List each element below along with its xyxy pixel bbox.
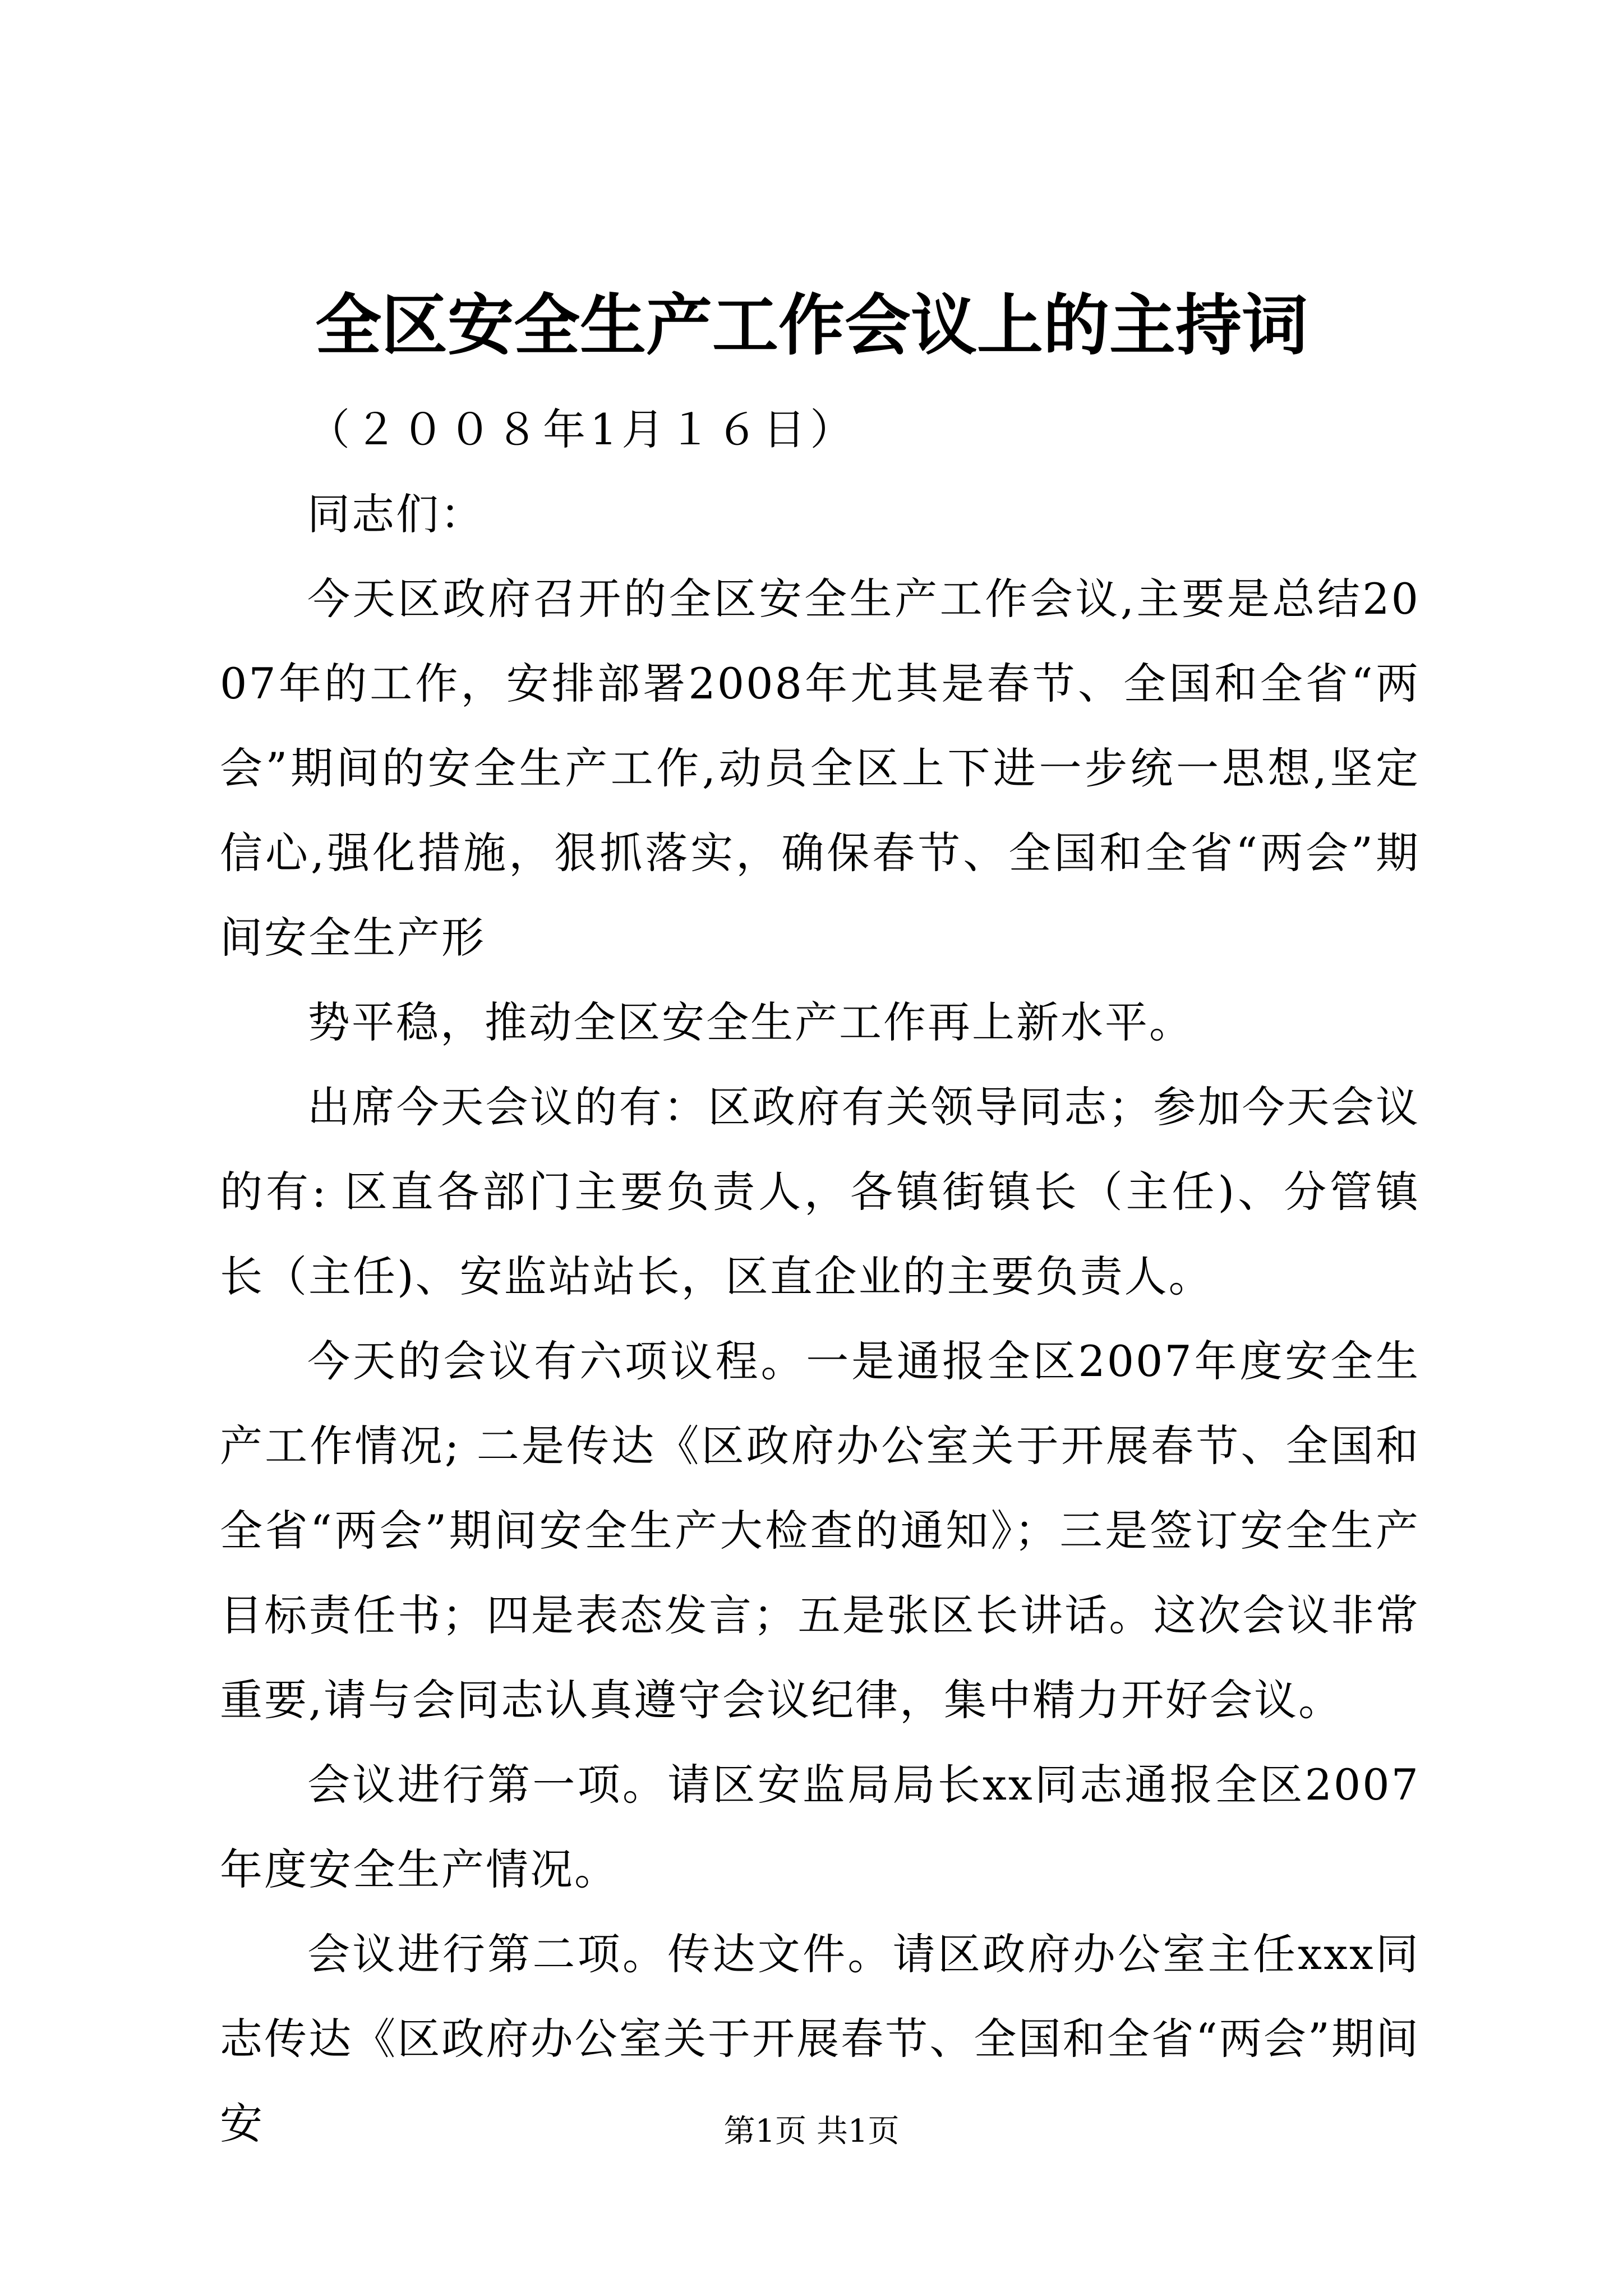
page-footer: 第1页 共1页: [723, 2113, 900, 2150]
paragraph-agenda: 今天的会议有六项议程。一是通报全区2007年度安全生产工作情况; 二是传达《区政府办公室关于开展春节、全国和全省“两会”期间安全生产大检查的通知》；三是签订安全生产目标责任书；四是表态发言；五是张区长讲话。这次会议非常重要,请与会同志认真遵守会议纪律，集中精力开好会议。: [220, 1336, 1420, 1725]
document-body: [220, 387, 1420, 2166]
document-date: （２００８年1月１６日）: [307, 404, 857, 454]
paragraph-item-two: 会议进行第二项。传达文件。请区政府办公室主任xxx同志传达《区政府办公室关于开展春节、全国和全省“两会”期间安: [220, 1929, 1420, 2148]
paragraph-intro-continued: 势平稳，推动全区安全生产工作再上新水平。: [307, 997, 1193, 1047]
paragraph-salutation: 同志们：: [307, 489, 485, 539]
paragraph-intro: 今天区政府召开的全区安全生产工作会议,主要是总结2007年的工作，安排部署2008年尤其是春节、全国和全省“两会”期间的安全生产工作,动员全区上下进一步统一思想,坚定信心,强化措施，狠抓落实，确保春节、全国和全省“两会”期间安全生产形: [220, 574, 1420, 963]
paragraph-attendees: 出席今天会议的有：区政府有关领导同志；参加今天会议的有: 区直各部门主要负责人，各镇街镇长（主任)、分管镇长（主任)、安监站站长，区直企业的主要负责人。: [220, 1082, 1420, 1301]
paragraph-item-one: 会议进行第一项。请区安监局局长xx同志通报全区2007年度安全生产情况。: [220, 1760, 1420, 1894]
document-title: 全区安全生产工作会议上的主持词: [315, 286, 1308, 364]
